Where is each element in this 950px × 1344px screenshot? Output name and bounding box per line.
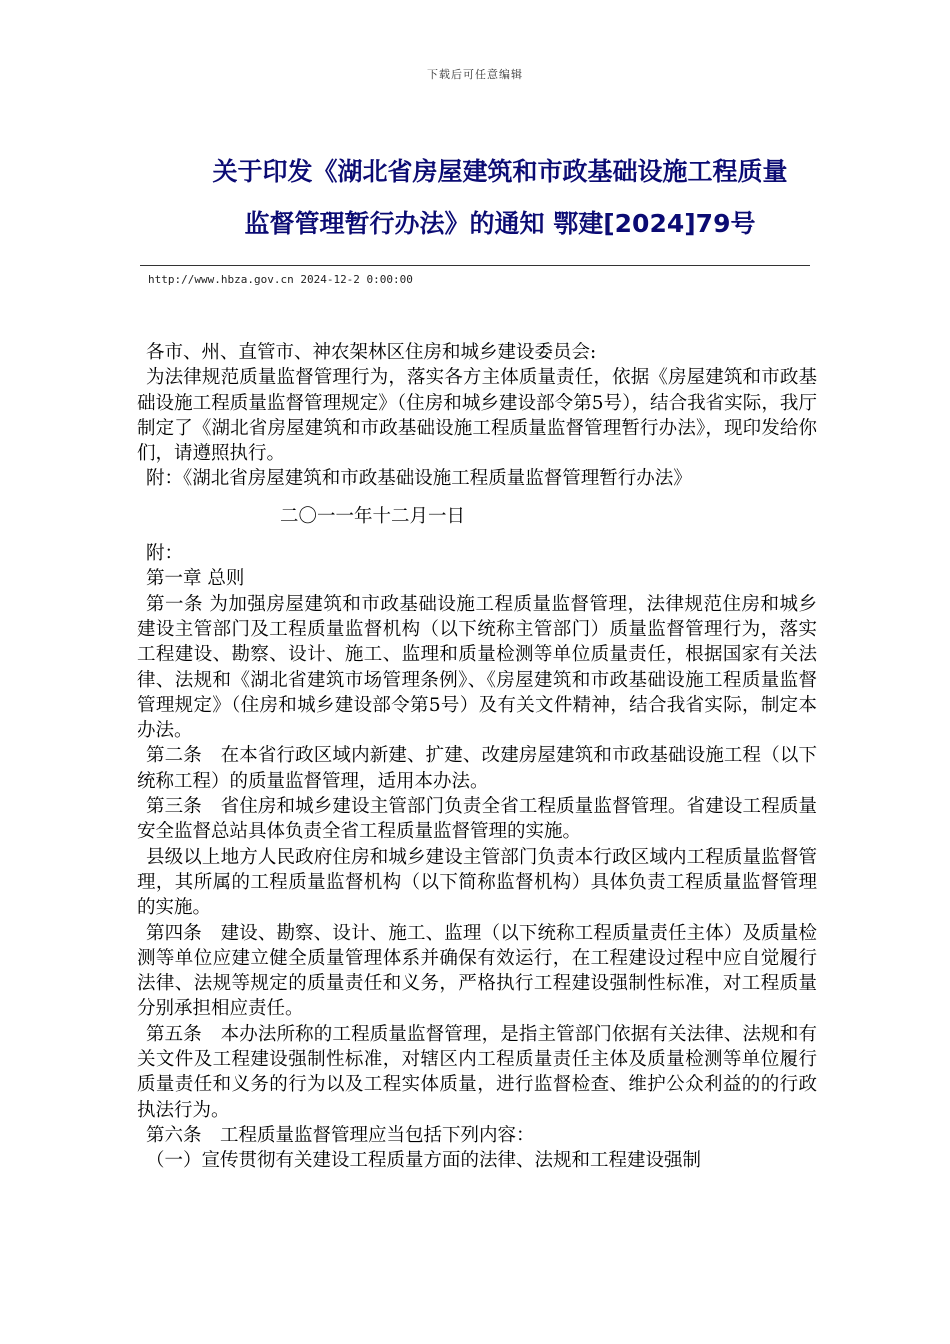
title-divider (140, 265, 810, 266)
attachment-label: 附： (146, 543, 184, 565)
page-header-note: 下载后可任意编辑 (427, 68, 523, 81)
article-6: 第六条 工程质量监督管理应当包括下列内容： (146, 1124, 535, 1146)
source-url[interactable]: http://www.hbza.gov.cn (148, 273, 294, 286)
salutation: 各市、州、直管市、神农架林区住房和城乡建设委员会: (146, 342, 597, 363)
chapter-heading: 第一章 总则 (146, 568, 245, 590)
title-line-2: 监督管理暂行办法》的通知 鄂建[2024]79号 (244, 209, 756, 238)
source-datetime: 2024-12-2 0:00:00 (300, 273, 413, 286)
article-5: 第五条 本办法所称的工程质量监督管理，是指主管部门依据有关法律、法规和有关文件及工程建设强制性标准，对辖区内工程质量责任主体及质量检测等单位履行质量责任和义务的行为以及工程实体质量，进行监督检查、维护公众利益的的行政执法行为。 (137, 1023, 817, 1121)
document-title (140, 146, 860, 250)
article-2: 第二条 在本省行政区域内新建、扩建、改建房屋建筑和市政基础设施工程（以下统称工程）的质量监督管理，适用本办法。 (137, 745, 817, 792)
article-1: 第一条 为加强房屋建筑和市政基础设施工程质量监督管理，法律规范住房和城乡建设主管部门及工程质量监督机构（以下统称主管部门）质量监督管理行为，落实工程建设、勘察、设计、施工、监理和质量检测等单位质量责任，根据国家有关法律、法规和《湖北省建筑市场管理条例》、《房屋建筑和市政基础设施工程质量监督管理规定》（住房和城乡建设部令第5号）及有关文件精神，结合我省实际，制定本办法。 (137, 593, 817, 742)
article-3-continued: 县级以上地方人民政府住房和城乡建设主管部门负责本行政区域内工程质量监督管理，其所属的工程质量监督机构（以下简称监督机构）具体负责工程质量监督管理的实施。 (137, 846, 817, 919)
intro-paragraph: 为法律规范质量监督管理行为，落实各方主体质量责任，依据《房屋建筑和市政基础设施工程质量监督管理规定》（住房和城乡建设部令第5号），结合我省实际，我厅制定了《湖北省房屋建筑和市政基础设施工程质量监督管理暂行办法》，现印发给你们，请遵照执行。 (137, 367, 817, 465)
title-line-1: 关于印发《湖北省房屋建筑和市政基础设施工程质量 (212, 157, 788, 186)
article-4: 第四条 建设、勘察、设计、施工、监理（以下统称工程质量责任主体）及质量检测等单位应建立健全质量管理体系并确保有效运行，在工程建设过程中应自觉履行法律、法规等规定的质量责任和义务，严格执行工程建设强制性标准，对工程质量分别承担相应责任。 (137, 922, 817, 1020)
issue-date: 二〇一一年十二月一日 (280, 505, 466, 527)
document-body (137, 340, 817, 1174)
article-3: 第三条 省住房和城乡建设主管部门负责全省工程质量监督管理。省建设工程质量安全监督总站具体负责全省工程质量监督管理的实施。 (137, 796, 817, 843)
attachment-note: 附：《湖北省房屋建筑和市政基础设施工程质量监督管理暂行办法》 (146, 468, 692, 490)
article-6-item-1: （一）宣传贯彻有关建设工程质量方面的法律、法规和工程建设强制 (146, 1150, 702, 1172)
source-line (148, 273, 413, 286)
